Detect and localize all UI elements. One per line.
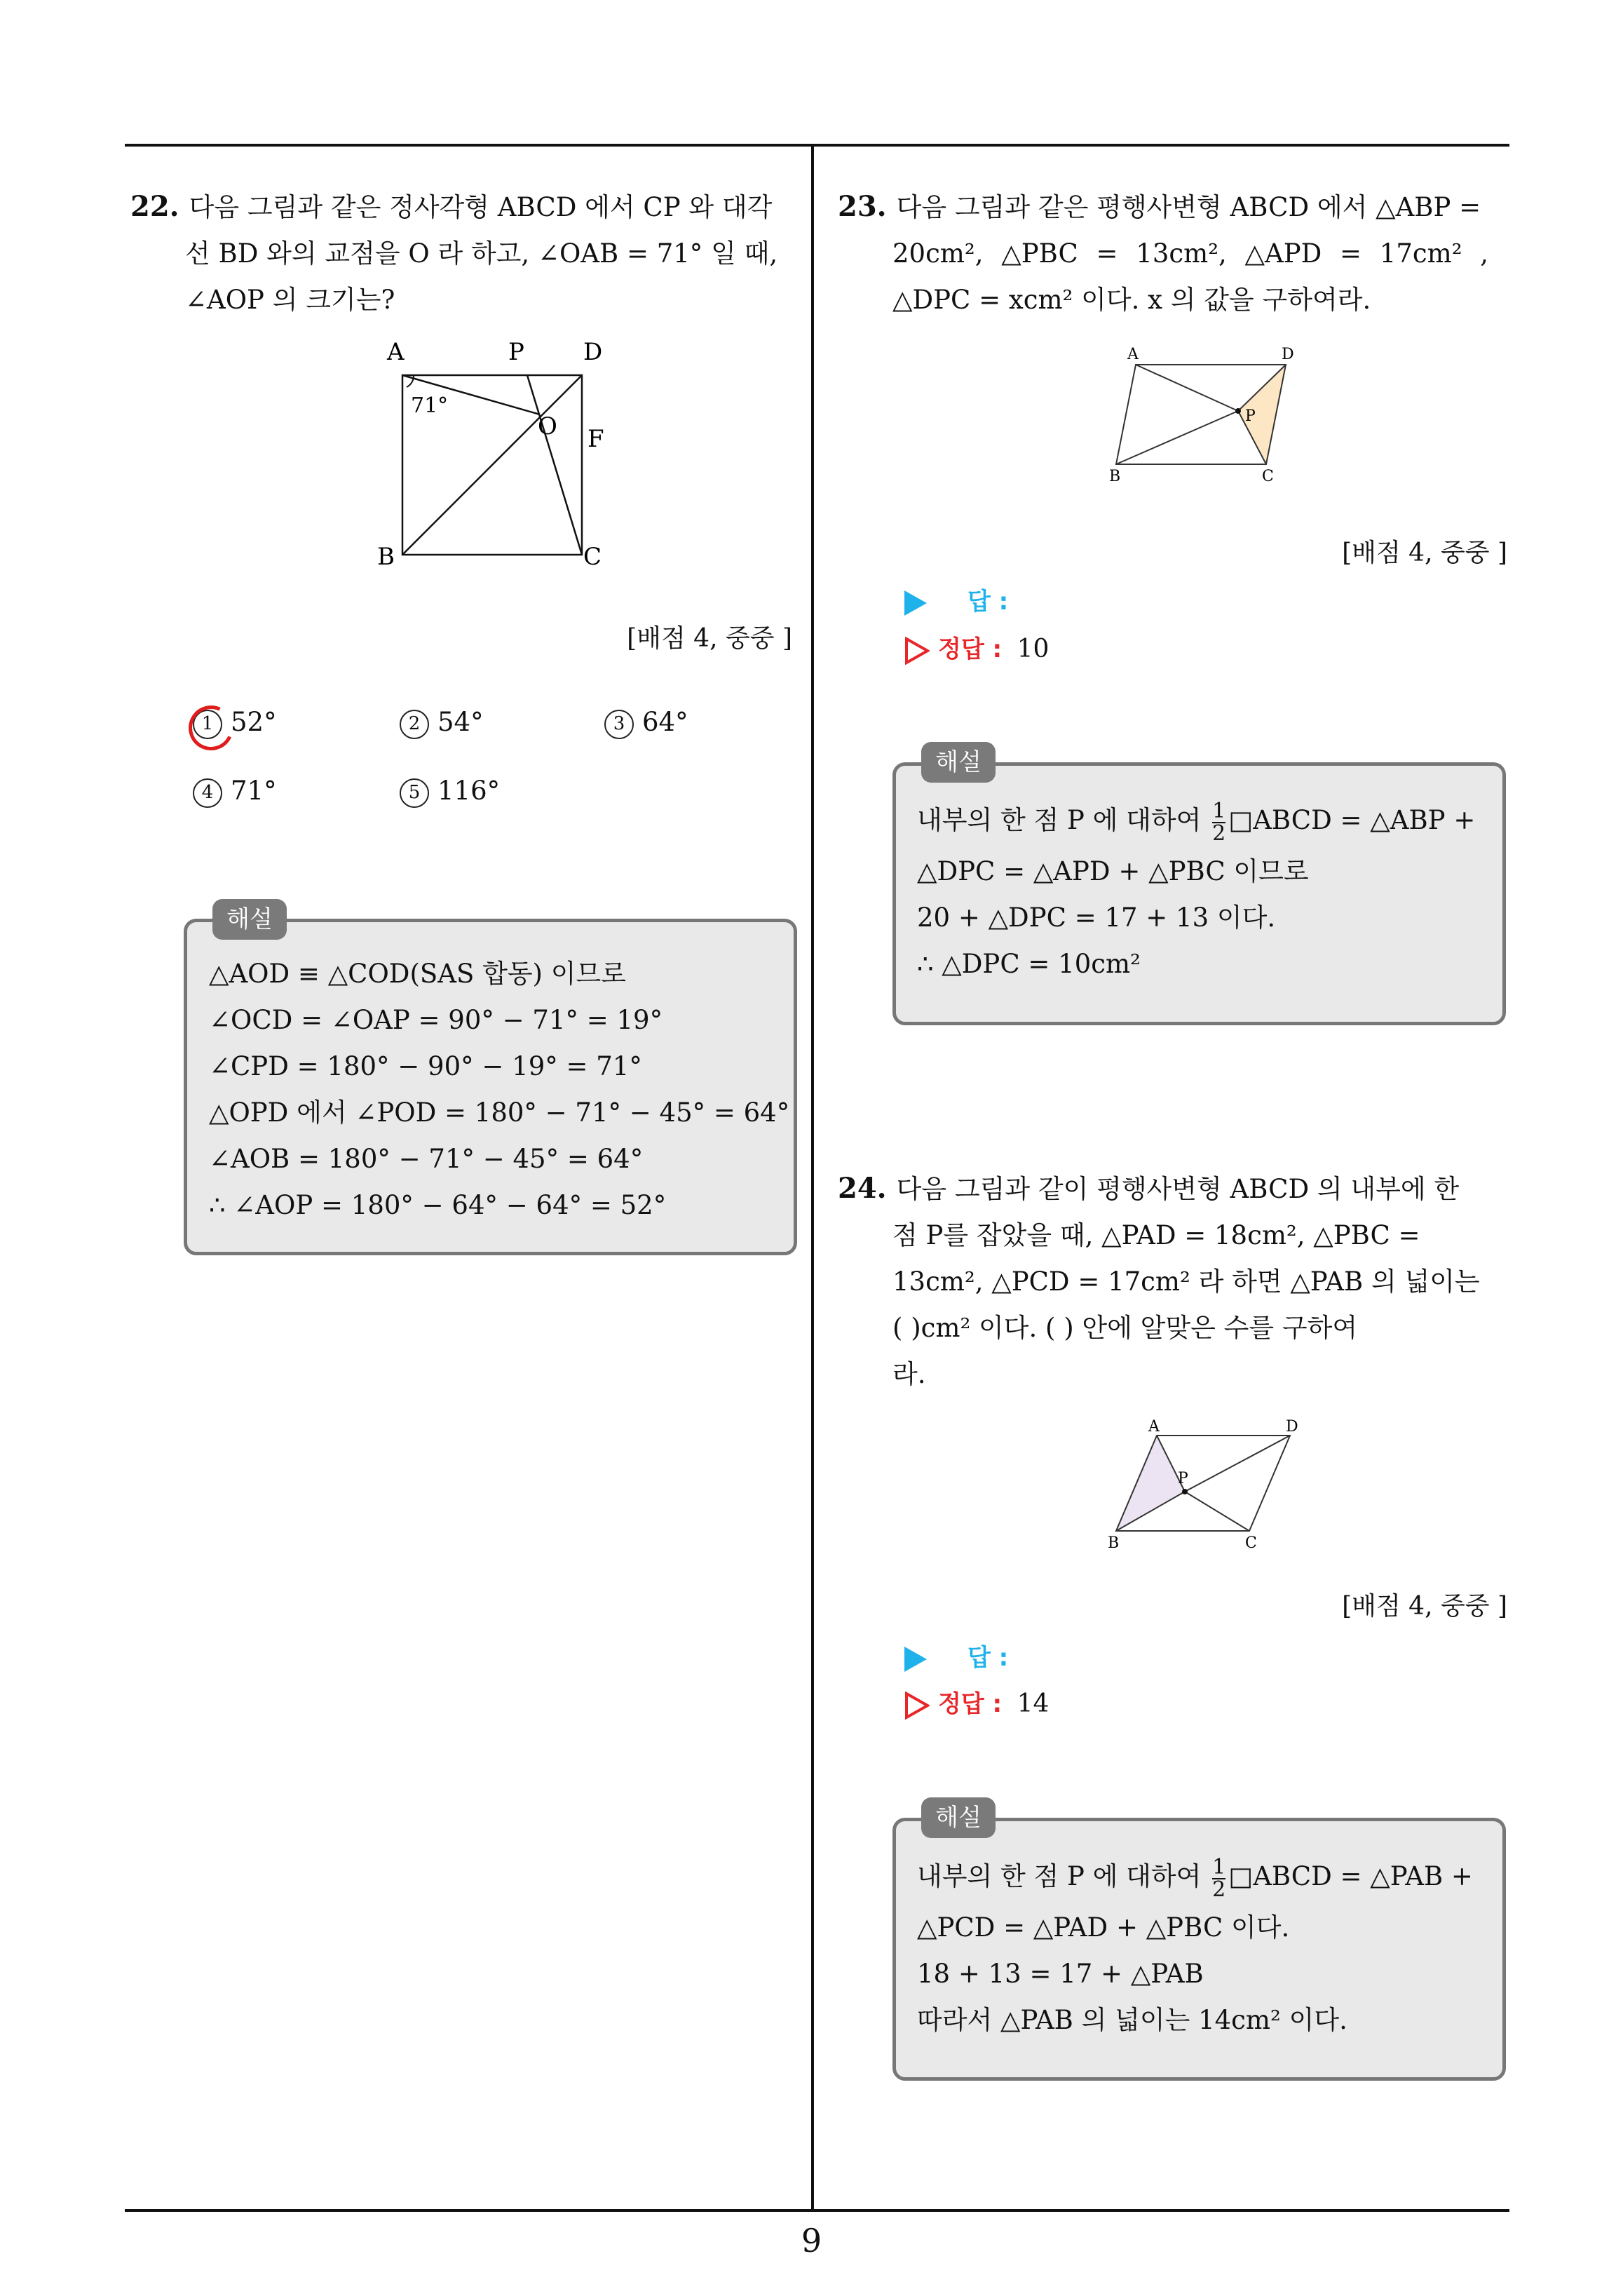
fraction-one-half: $\frac{1}{2}$	[1212, 1854, 1226, 1902]
fraction-one-half: $\frac{1}{2}$	[1212, 798, 1226, 846]
choice-1[interactable]: 1 52°	[193, 707, 277, 739]
problem-24-line-5: 라.	[892, 1359, 926, 1389]
label-A: A	[1127, 346, 1139, 363]
solution-tab: 해설	[921, 1797, 996, 1838]
choice-number-circle: 5	[400, 778, 429, 808]
correct-triangle-icon	[904, 1691, 930, 1720]
label-F: F	[588, 425, 604, 453]
label-C: C	[1262, 468, 1274, 484]
label-D: D	[1286, 1418, 1298, 1436]
solution-22-lines: △AOD ≡ △COD(SAS 합동) 이므로 ∠OCD = ∠OAP = 90° − 71° = 19° ∠CPD = 180° − 90° − 19° = 71° △OPD 에서 ∠POD = 180° − 71° − 45° = 64° ∠AOB = 180° − 71° − 45° = 64° ∴ ∠AOP = 180° − 64° − 64° = 52°	[209, 959, 790, 1220]
problem-24-line-4: ( )cm² 이다. ( ) 안에 알맞은 수를 구하여	[892, 1313, 1358, 1343]
correct-triangle-icon	[904, 637, 930, 665]
answer-row-24: 답 :	[904, 1638, 1008, 1673]
choice-2[interactable]: 2 54°	[400, 707, 484, 739]
label-B: B	[1109, 468, 1121, 484]
problem-number: 24.	[838, 1172, 887, 1205]
solution-tab: 해설	[921, 742, 996, 783]
problem-22-meta: [배점 4, 중중 ]	[627, 624, 792, 653]
problem-24-line-2: 점 P를 잡았을 때, △PAD = 18cm², △PBC =	[892, 1220, 1420, 1250]
bottom-rule	[125, 2209, 1509, 2212]
problem-24	[838, 1166, 1511, 1398]
label-C: C	[1245, 1534, 1257, 1552]
correct-value: 10	[1017, 635, 1050, 663]
label-B: B	[377, 543, 395, 571]
parallelogram-figure-24	[1101, 1413, 1311, 1553]
problem-22-line-1: 22. 다음 그림과 같은 정사각형 ABCD 에서 CP 와 대각	[130, 190, 773, 223]
answer-row-23: 답 :	[904, 582, 1008, 616]
page-number: 9	[801, 2222, 822, 2260]
label-C: C	[583, 543, 602, 571]
problem-22-line-3: ∠AOP 의 크기는?	[185, 285, 395, 315]
problem-23	[838, 184, 1511, 323]
label-B: B	[1108, 1534, 1120, 1552]
correct-answer-row-24: 정답 : 14	[904, 1684, 1049, 1720]
solution-24-lines: 내부의 한 점 P 에 대하여 $\frac{1}{2}$ □ABCD = △PAB + △PCD = △PAD + △PBC 이다. 18 + 13 = 17 + △PAB 따라서 △PAB 의 넓이는 14cm² 이다.	[917, 1854, 1473, 2035]
top-rule	[125, 144, 1509, 147]
choice-number-circle: 3	[604, 710, 634, 739]
problem-24-line-3: 13cm², △PCD = 17cm² 라 하면 △PAB 의 넓이는	[892, 1267, 1480, 1297]
solution-tab: 해설	[212, 899, 287, 940]
problem-23-line-1: 23. 다음 그림과 같은 평행사변형 ABCD 에서 △ABP =	[838, 190, 1481, 223]
label-D: D	[583, 340, 603, 366]
label-A: A	[387, 340, 405, 366]
label-D: D	[1282, 346, 1294, 363]
problem-number: 22.	[130, 190, 179, 223]
choice-4[interactable]: 4 71°	[193, 776, 277, 808]
square-figure	[372, 340, 624, 572]
problem-22	[130, 184, 803, 323]
label-P: P	[1178, 1470, 1188, 1487]
solution-23-lines: 내부의 한 점 P 에 대하여 $\frac{1}{2}$ □ABCD = △ABP + △DPC = △APD + △PBC 이므로 20 + △DPC = 17 + 13 이다. ∴ △DPC = 10cm²	[917, 798, 1476, 979]
label-A: A	[1148, 1418, 1160, 1436]
column-divider	[811, 144, 814, 2211]
choice-number-circle: 2	[400, 710, 429, 739]
answer-triangle-icon	[904, 590, 927, 616]
problem-22-line-2: 선 BD 와의 교점을 O 라 하고, ∠OAB = 71° 일 때,	[185, 238, 778, 269]
problem-23-line-3: △DPC = xcm² 이다. x 의 값을 구하여라.	[892, 285, 1371, 315]
label-P: P	[508, 340, 524, 366]
problem-number: 23.	[838, 190, 887, 223]
choice-5[interactable]: 5 116°	[400, 776, 500, 808]
problem-24-line-1: 24. 다음 그림과 같이 평행사변형 ABCD 의 내부에 한	[838, 1172, 1460, 1205]
label-O: O	[538, 412, 557, 440]
problem-23-line-2: 20cm², △PBC = 13cm², △APD = 17cm² ,	[892, 238, 1489, 269]
label-angle: 71°	[411, 393, 449, 418]
problem-24-meta: [배점 4, 중중 ]	[1342, 1592, 1507, 1621]
correct-answer-row-23: 정답 : 10	[904, 630, 1049, 665]
choice-number-circle: 1	[193, 710, 222, 739]
label-P: P	[1245, 407, 1256, 425]
problem-23-meta: [배점 4, 중중 ]	[1342, 539, 1507, 567]
parallelogram-figure-23	[1101, 344, 1311, 484]
correct-value: 14	[1017, 1689, 1050, 1718]
choice-number-circle: 4	[193, 778, 222, 808]
choice-3[interactable]: 3 64°	[604, 707, 688, 739]
answer-triangle-icon	[904, 1647, 927, 1672]
